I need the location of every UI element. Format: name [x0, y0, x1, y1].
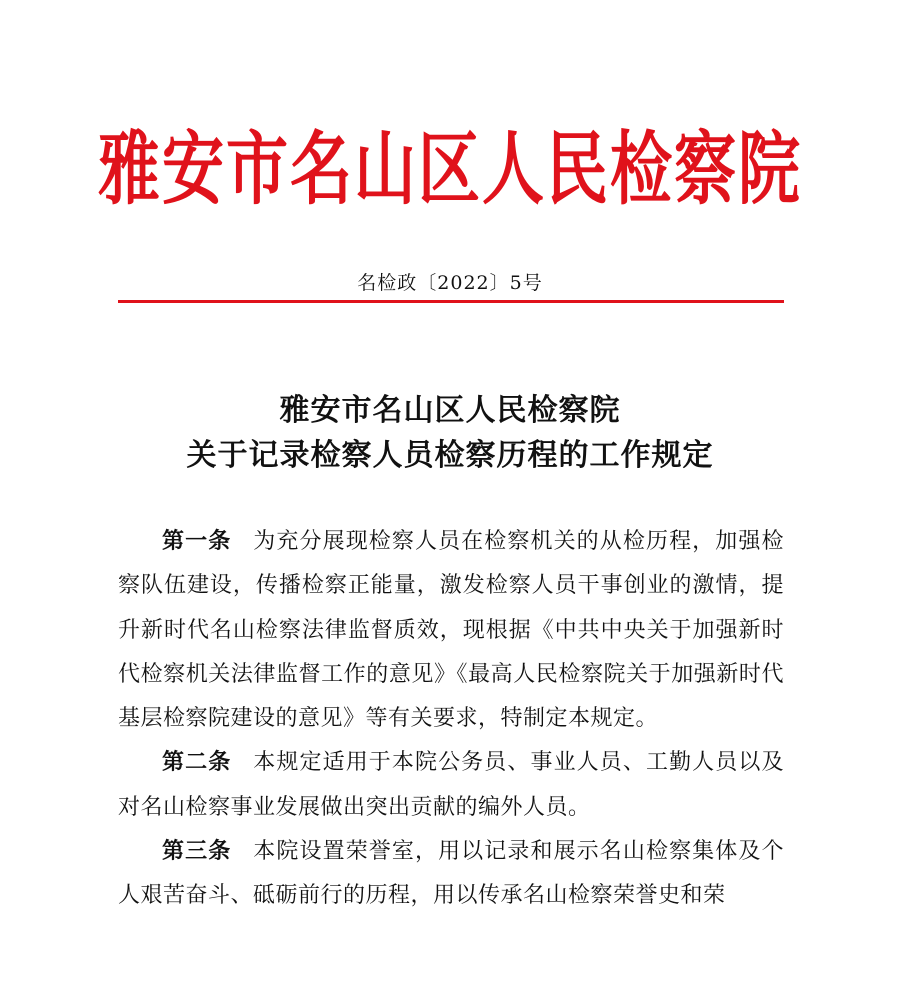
article-3-text: 本院设置荣誉室，用以记录和展示名山检察集体及个人艰苦奋斗、砥砺前行的历程，用以传承名山检察荣誉史和荣: [118, 839, 784, 909]
organization-header: 雅安市名山区人民检察院: [97, 122, 802, 216]
article-2: [118, 741, 784, 830]
article-1: [118, 520, 784, 741]
article-2-text: 本规定适用于本院公务员、事业人员、工勤人员以及对名山检察事业发展做出突出贡献的编外人员。: [118, 750, 784, 820]
article-2-label: 第二条: [162, 750, 232, 776]
article-3: [118, 830, 784, 919]
red-separator-line: [118, 300, 784, 303]
article-1-label: 第一条: [162, 529, 232, 554]
title-line-2: 关于记录检察人员检察历程的工作规定: [186, 438, 714, 473]
title-line-1: 雅安市名山区人民检察院: [279, 393, 621, 428]
article-3-label: 第三条: [162, 839, 232, 865]
document-number: 名检政〔2022〕5号: [357, 272, 543, 294]
document-body: [118, 520, 784, 919]
document-title: [0, 388, 900, 478]
article-1-text: 为充分展现检察人员在检察机关的从检历程，加强检察队伍建设，传播检察正能量，激发检察人员干事创业的激情，提升新时代名山检察法律监督质效，现根据《中共中央关于加强新时代检察机关法律监督工作的意见》《最高人民检察院关于加强新时代基层检察院建设的意见》等有关要求，特制定本规定。: [118, 529, 784, 732]
